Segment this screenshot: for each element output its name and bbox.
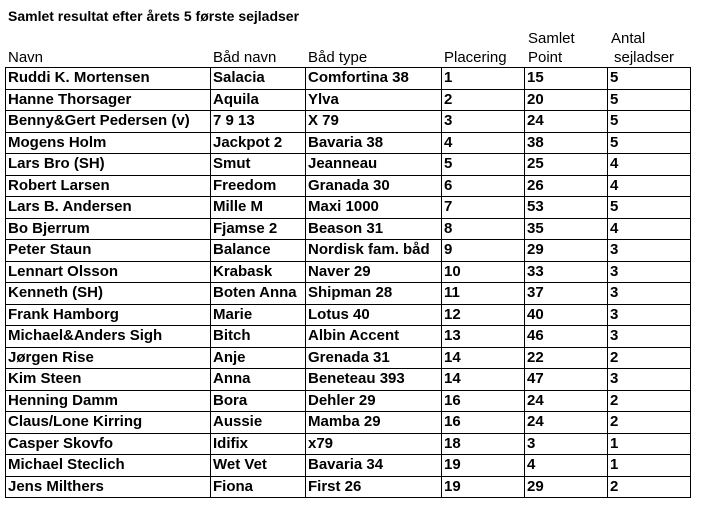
table-row: [6, 111, 691, 133]
cell-antal-sejladser: 3: [608, 240, 691, 262]
cell-antal-sejladser: 2: [608, 412, 691, 434]
cell-baad-navn: Fiona: [211, 476, 306, 498]
cell-baad-type: Beason 31: [306, 218, 442, 240]
cell-navn: Mogens Holm: [6, 132, 211, 154]
cell-samlet-point: 15: [525, 68, 608, 90]
table-row: [6, 455, 691, 477]
cell-baad-navn: Anna: [211, 369, 306, 391]
cell-baad-navn: Idifix: [211, 433, 306, 455]
cell-antal-sejladser: 3: [608, 326, 691, 348]
cell-baad-type: Comfortina 38: [306, 68, 442, 90]
cell-baad-navn: 7 9 13: [211, 111, 306, 133]
table-row: [6, 283, 691, 305]
table-row: [6, 347, 691, 369]
table-row: [6, 369, 691, 391]
results-table: [5, 67, 691, 498]
cell-navn: Jens Milthers: [6, 476, 211, 498]
cell-samlet-point: 22: [525, 347, 608, 369]
cell-baad-type: Bavaria 34: [306, 455, 442, 477]
cell-navn: Kenneth (SH): [6, 283, 211, 305]
cell-baad-type: Jeanneau: [306, 154, 442, 176]
cell-baad-type: Mamba 29: [306, 412, 442, 434]
table-row: [6, 304, 691, 326]
cell-baad-type: Naver 29: [306, 261, 442, 283]
cell-antal-sejladser: 3: [608, 261, 691, 283]
header-samlet-line2: Point: [528, 49, 563, 66]
cell-baad-type: First 26: [306, 476, 442, 498]
cell-baad-type: x79: [306, 433, 442, 455]
cell-baad-type: Dehler 29: [306, 390, 442, 412]
cell-baad-type: Maxi 1000: [306, 197, 442, 219]
header-baad-navn: Båd navn: [213, 49, 277, 66]
cell-antal-sejladser: 5: [608, 68, 691, 90]
cell-samlet-point: 4: [525, 455, 608, 477]
cell-baad-type: Lotus 40: [306, 304, 442, 326]
table-row: [6, 68, 691, 90]
cell-antal-sejladser: 4: [608, 218, 691, 240]
cell-baad-navn: Anje: [211, 347, 306, 369]
cell-samlet-point: 46: [525, 326, 608, 348]
cell-baad-type: Beneteau 393: [306, 369, 442, 391]
table-row: [6, 326, 691, 348]
cell-samlet-point: 24: [525, 390, 608, 412]
table-row: [6, 89, 691, 111]
cell-samlet-point: 47: [525, 369, 608, 391]
cell-antal-sejladser: 4: [608, 154, 691, 176]
header-baad-type: Båd type: [308, 49, 368, 66]
cell-antal-sejladser: 2: [608, 390, 691, 412]
cell-placering: 13: [442, 326, 525, 348]
table-row: [6, 197, 691, 219]
cell-navn: Casper Skovfo: [6, 433, 211, 455]
table-row: [6, 218, 691, 240]
cell-navn: Frank Hamborg: [6, 304, 211, 326]
cell-navn: Claus/Lone Kirring: [6, 412, 211, 434]
cell-samlet-point: 25: [525, 154, 608, 176]
cell-antal-sejladser: 5: [608, 197, 691, 219]
cell-placering: 16: [442, 390, 525, 412]
cell-placering: 4: [442, 132, 525, 154]
cell-navn: Kim Steen: [6, 369, 211, 391]
cell-baad-type: X 79: [306, 111, 442, 133]
cell-baad-navn: Fjamse 2: [211, 218, 306, 240]
cell-baad-type: Granada 30: [306, 175, 442, 197]
page-title: Samlet resultat efter årets 5 første sejladser: [8, 8, 300, 24]
cell-samlet-point: 38: [525, 132, 608, 154]
cell-antal-sejladser: 5: [608, 111, 691, 133]
header-antal-sejladser: [611, 29, 674, 67]
cell-baad-type: Albin Accent: [306, 326, 442, 348]
cell-baad-navn: Balance: [211, 240, 306, 262]
results-body: [6, 68, 691, 498]
cell-samlet-point: 53: [525, 197, 608, 219]
cell-baad-navn: Boten Anna: [211, 283, 306, 305]
header-placering: Placering: [444, 49, 507, 66]
cell-antal-sejladser: 5: [608, 89, 691, 111]
cell-navn: Robert Larsen: [6, 175, 211, 197]
cell-samlet-point: 35: [525, 218, 608, 240]
cell-navn: Michael&Anders Sigh: [6, 326, 211, 348]
cell-samlet-point: 20: [525, 89, 608, 111]
table-row: [6, 132, 691, 154]
cell-placering: 18: [442, 433, 525, 455]
cell-navn: Ruddi K. Mortensen: [6, 68, 211, 90]
cell-placering: 7: [442, 197, 525, 219]
cell-placering: 12: [442, 304, 525, 326]
cell-navn: Hanne Thorsager: [6, 89, 211, 111]
cell-antal-sejladser: 5: [608, 132, 691, 154]
cell-baad-navn: Aussie: [211, 412, 306, 434]
cell-baad-navn: Freedom: [211, 175, 306, 197]
cell-baad-navn: Wet Vet: [211, 455, 306, 477]
cell-placering: 14: [442, 347, 525, 369]
cell-placering: 9: [442, 240, 525, 262]
cell-baad-navn: Krabask: [211, 261, 306, 283]
cell-antal-sejladser: 3: [608, 304, 691, 326]
header-antal-line1: Antal: [611, 30, 646, 47]
header-samlet-line1: Samlet: [528, 30, 575, 47]
cell-antal-sejladser: 4: [608, 175, 691, 197]
cell-samlet-point: 29: [525, 240, 608, 262]
cell-placering: 19: [442, 455, 525, 477]
cell-navn: Benny&Gert Pedersen (v): [6, 111, 211, 133]
cell-baad-navn: Jackpot 2: [211, 132, 306, 154]
cell-samlet-point: 26: [525, 175, 608, 197]
cell-placering: 8: [442, 218, 525, 240]
cell-placering: 11: [442, 283, 525, 305]
cell-baad-navn: Mille M: [211, 197, 306, 219]
table-row: [6, 412, 691, 434]
cell-navn: Peter Staun: [6, 240, 211, 262]
table-row: [6, 154, 691, 176]
cell-placering: 1: [442, 68, 525, 90]
cell-placering: 14: [442, 369, 525, 391]
cell-samlet-point: 40: [525, 304, 608, 326]
cell-navn: Bo Bjerrum: [6, 218, 211, 240]
cell-placering: 2: [442, 89, 525, 111]
header-antal-line2: sejladser: [614, 49, 675, 66]
cell-baad-navn: Aquila: [211, 89, 306, 111]
cell-antal-sejladser: 3: [608, 369, 691, 391]
cell-placering: 19: [442, 476, 525, 498]
table-row: [6, 433, 691, 455]
cell-baad-navn: Marie: [211, 304, 306, 326]
table-row: [6, 390, 691, 412]
cell-baad-type: Nordisk fam. båd: [306, 240, 442, 262]
table-row: [6, 261, 691, 283]
cell-baad-type: Bavaria 38: [306, 132, 442, 154]
cell-placering: 5: [442, 154, 525, 176]
cell-baad-type: Ylva: [306, 89, 442, 111]
cell-baad-type: Shipman 28: [306, 283, 442, 305]
cell-navn: Lennart Olsson: [6, 261, 211, 283]
cell-antal-sejladser: 1: [608, 433, 691, 455]
cell-placering: 10: [442, 261, 525, 283]
cell-samlet-point: 3: [525, 433, 608, 455]
header-navn: Navn: [8, 49, 44, 66]
table-row: [6, 240, 691, 262]
cell-navn: Lars B. Andersen: [6, 197, 211, 219]
cell-baad-navn: Bora: [211, 390, 306, 412]
cell-placering: 3: [442, 111, 525, 133]
header-samlet-point: [528, 29, 575, 67]
cell-samlet-point: 29: [525, 476, 608, 498]
cell-antal-sejladser: 1: [608, 455, 691, 477]
cell-baad-navn: Smut: [211, 154, 306, 176]
cell-placering: 6: [442, 175, 525, 197]
cell-antal-sejladser: 2: [608, 476, 691, 498]
cell-baad-navn: Bitch: [211, 326, 306, 348]
cell-samlet-point: 37: [525, 283, 608, 305]
cell-navn: Lars Bro (SH): [6, 154, 211, 176]
cell-navn: Michael Steclich: [6, 455, 211, 477]
cell-baad-type: Grenada 31: [306, 347, 442, 369]
cell-navn: Henning Damm: [6, 390, 211, 412]
table-row: [6, 175, 691, 197]
cell-samlet-point: 33: [525, 261, 608, 283]
cell-samlet-point: 24: [525, 111, 608, 133]
cell-navn: Jørgen Rise: [6, 347, 211, 369]
cell-antal-sejladser: 2: [608, 347, 691, 369]
table-row: [6, 476, 691, 498]
cell-samlet-point: 24: [525, 412, 608, 434]
cell-placering: 16: [442, 412, 525, 434]
cell-baad-navn: Salacia: [211, 68, 306, 90]
cell-antal-sejladser: 3: [608, 283, 691, 305]
